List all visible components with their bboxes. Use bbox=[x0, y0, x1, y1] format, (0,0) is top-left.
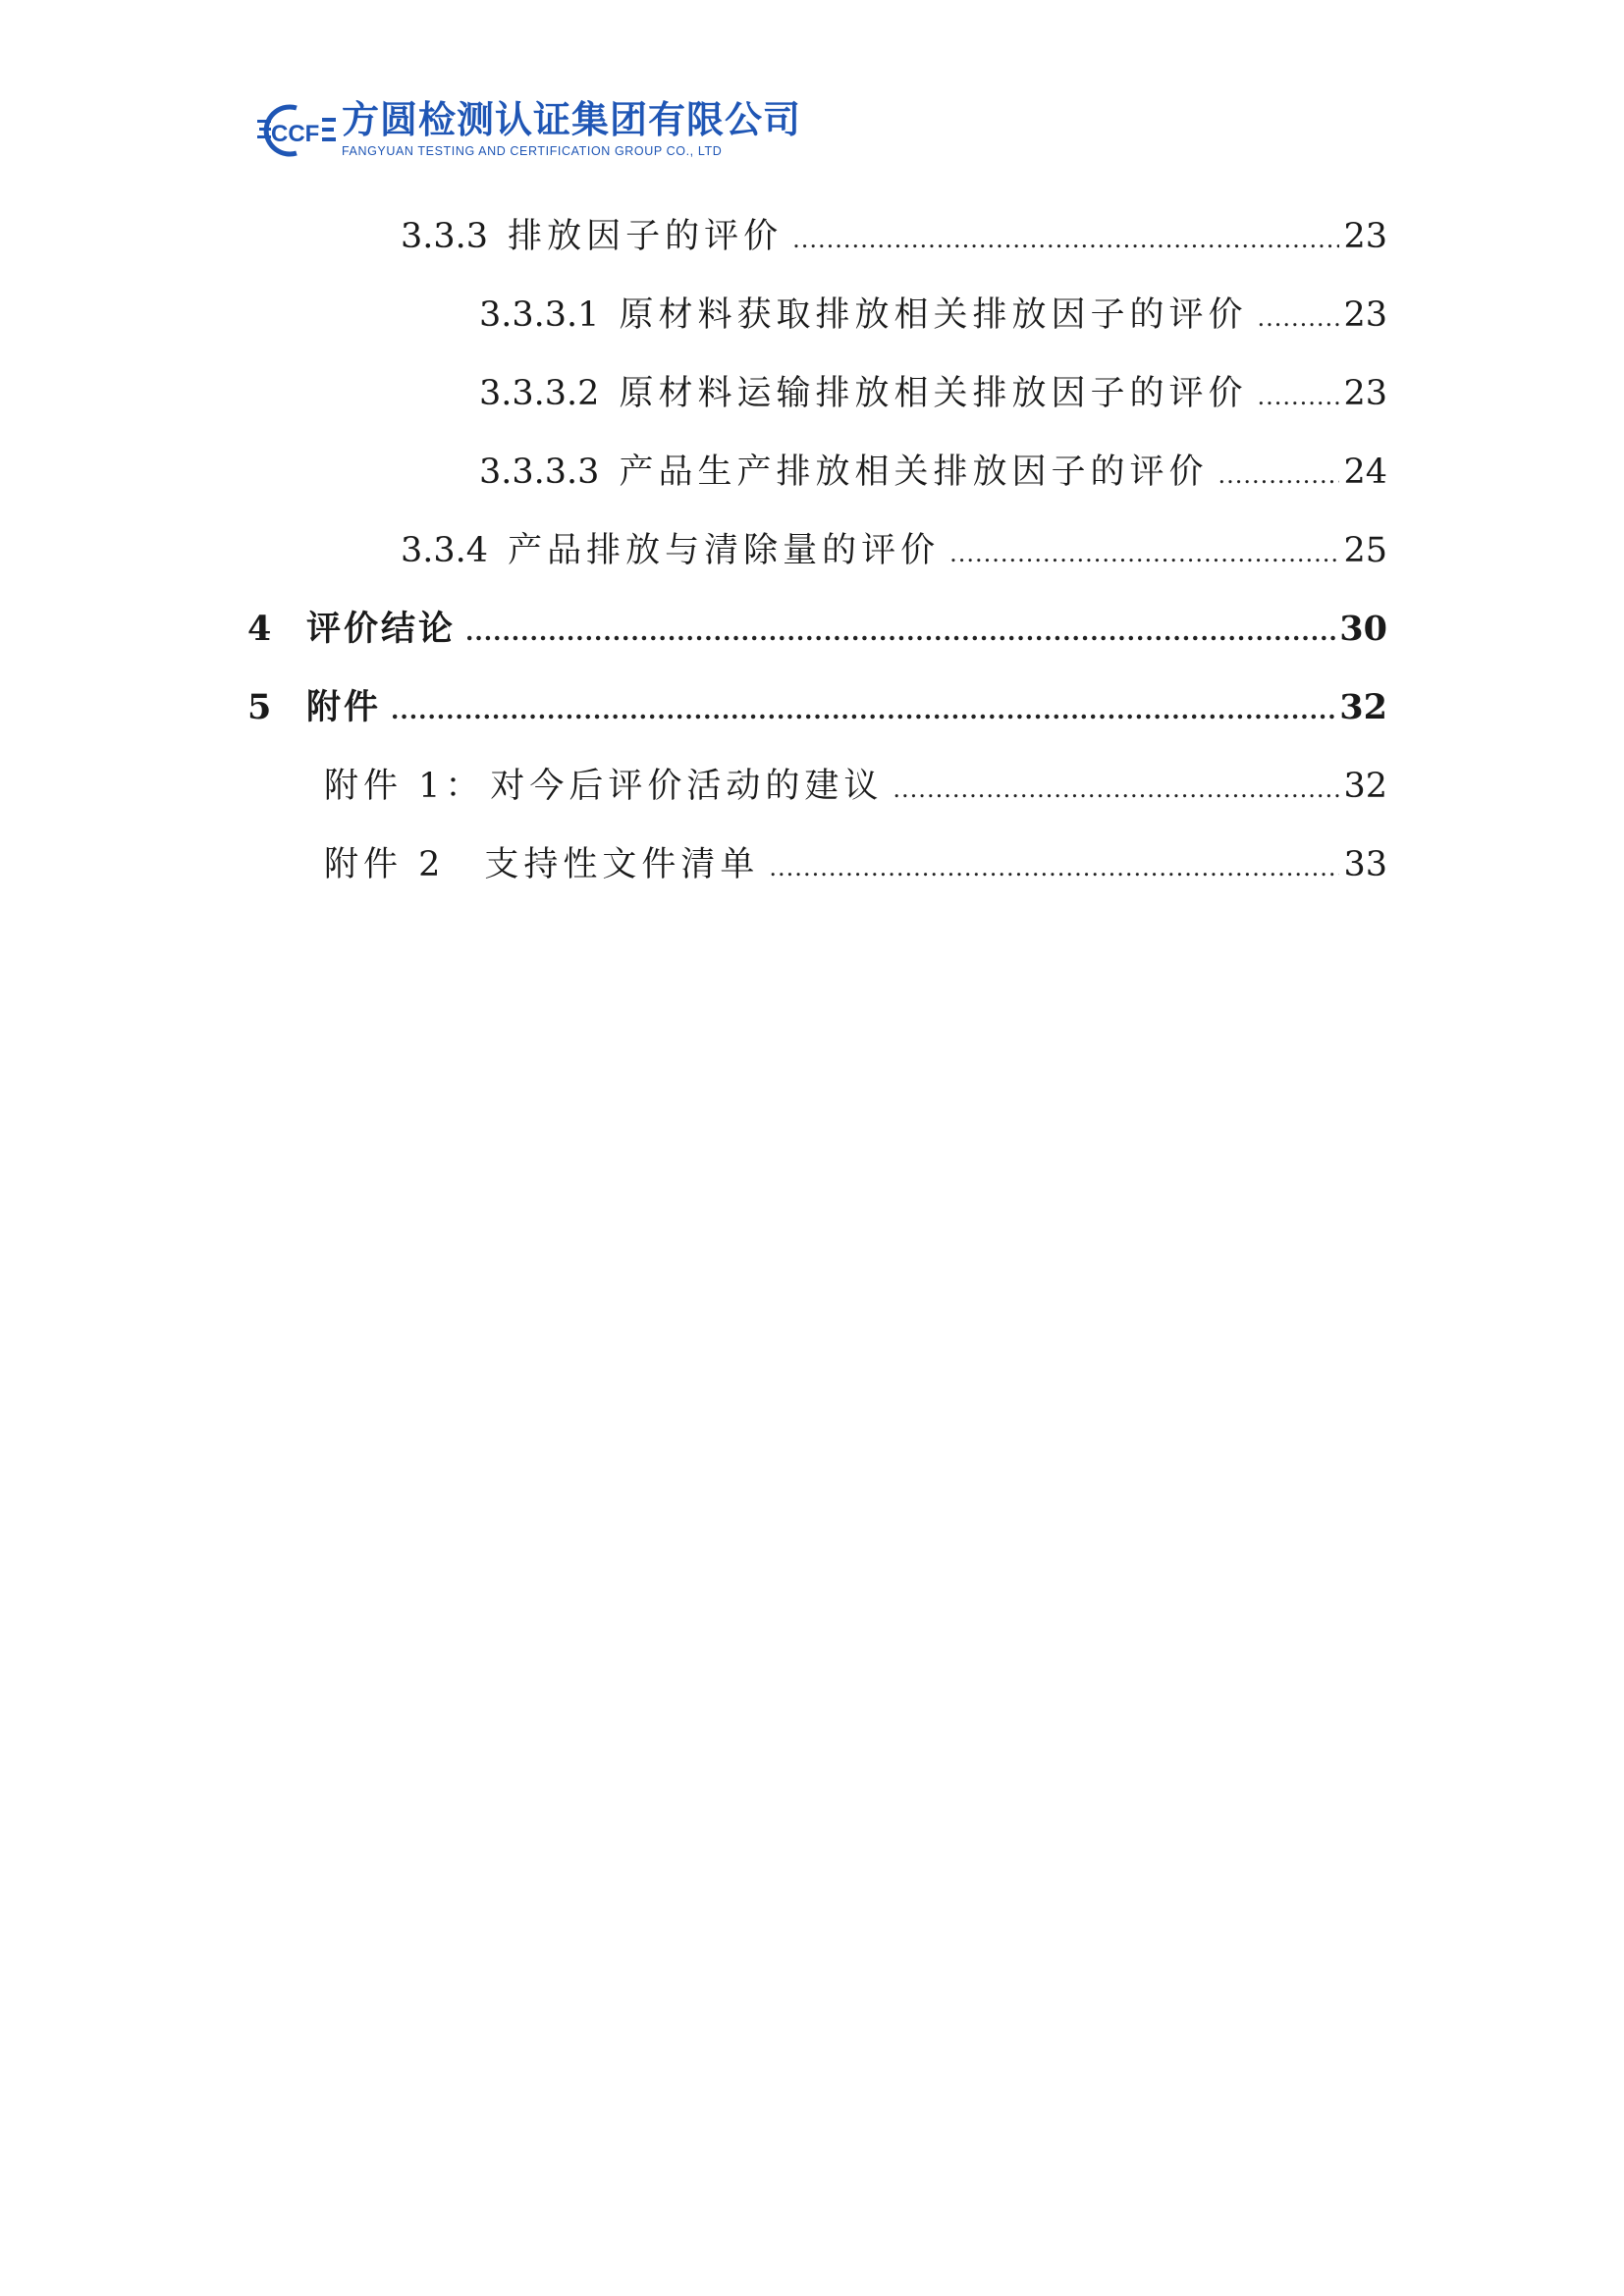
toc-entry-title: 支持性文件清单 bbox=[484, 845, 760, 884]
toc-entry[interactable] bbox=[479, 292, 1387, 339]
logo-mark-text: CCF bbox=[271, 121, 320, 147]
toc-chapter-entry[interactable] bbox=[247, 606, 1387, 653]
toc-entry-page: 32 bbox=[1343, 767, 1387, 806]
toc-entry-title: 原材料运输排放相关排放因子的评价 bbox=[619, 374, 1248, 413]
toc-entry-page: 25 bbox=[1343, 531, 1387, 570]
toc-appendix-entry[interactable] bbox=[324, 763, 1387, 810]
toc-entry-number: 3.3.3.2 bbox=[479, 374, 600, 413]
toc-entry-number: 3.3.3.1 bbox=[479, 295, 600, 335]
toc-entry-page: 23 bbox=[1343, 217, 1387, 256]
toc-entry[interactable] bbox=[401, 527, 1387, 574]
toc-entry-number: 5 bbox=[247, 687, 272, 727]
toc-entry[interactable] bbox=[401, 213, 1387, 260]
toc-entry-page: 23 bbox=[1343, 295, 1387, 335]
toc-chapter-entry[interactable] bbox=[247, 684, 1387, 731]
toc-entry-title: 原材料获取排放相关排放因子的评价 bbox=[619, 295, 1248, 335]
toc-appendix-entry[interactable] bbox=[324, 841, 1387, 888]
toc-entry-title: 排放因子的评价 bbox=[508, 217, 784, 256]
company-name-en: FANGYUAN TESTING AND CERTIFICATION GROUP CO., LTD bbox=[342, 144, 723, 158]
toc-entry-title: 评价结论 bbox=[306, 609, 457, 649]
toc-entry-page: 33 bbox=[1343, 845, 1387, 884]
toc-entry-page: 30 bbox=[1339, 609, 1387, 649]
toc-entry-title: 产品排放与清除量的评价 bbox=[508, 531, 941, 570]
toc-entry-number: 3.3.3 bbox=[401, 217, 489, 256]
company-logo-icon bbox=[257, 102, 338, 159]
toc-dot-leader bbox=[1257, 294, 1339, 342]
toc-entry-page: 24 bbox=[1343, 453, 1387, 492]
toc-dot-leader bbox=[391, 687, 1335, 734]
toc-entry-page: 32 bbox=[1339, 687, 1387, 727]
toc-entry-title: 对今后评价活动的建议 bbox=[490, 767, 884, 806]
toc-entry-number: 3.3.3.3 bbox=[479, 453, 600, 492]
toc-dot-leader bbox=[792, 216, 1339, 263]
toc-entry-number: 3.3.4 bbox=[401, 531, 489, 570]
company-header bbox=[257, 98, 807, 165]
toc-entry[interactable] bbox=[479, 449, 1387, 496]
toc-dot-leader bbox=[893, 766, 1339, 813]
toc-entry-title: 附件 bbox=[306, 687, 382, 727]
toc-dot-leader bbox=[1257, 373, 1339, 420]
toc-entry-page: 23 bbox=[1343, 374, 1387, 413]
toc-entry-number: 附件 1： bbox=[324, 767, 485, 806]
company-name-cn: 方圆检测认证集团有限公司 bbox=[342, 98, 802, 141]
toc-entry-number: 4 bbox=[247, 609, 272, 649]
toc-dot-leader bbox=[949, 530, 1339, 577]
toc-entry-number: 附件 2 bbox=[324, 845, 446, 884]
toc-entry-title: 产品生产排放相关排放因子的评价 bbox=[619, 453, 1209, 492]
toc-dot-leader bbox=[465, 609, 1335, 656]
toc-entry[interactable] bbox=[479, 370, 1387, 417]
toc-dot-leader bbox=[769, 844, 1339, 891]
toc-dot-leader bbox=[1218, 452, 1339, 499]
